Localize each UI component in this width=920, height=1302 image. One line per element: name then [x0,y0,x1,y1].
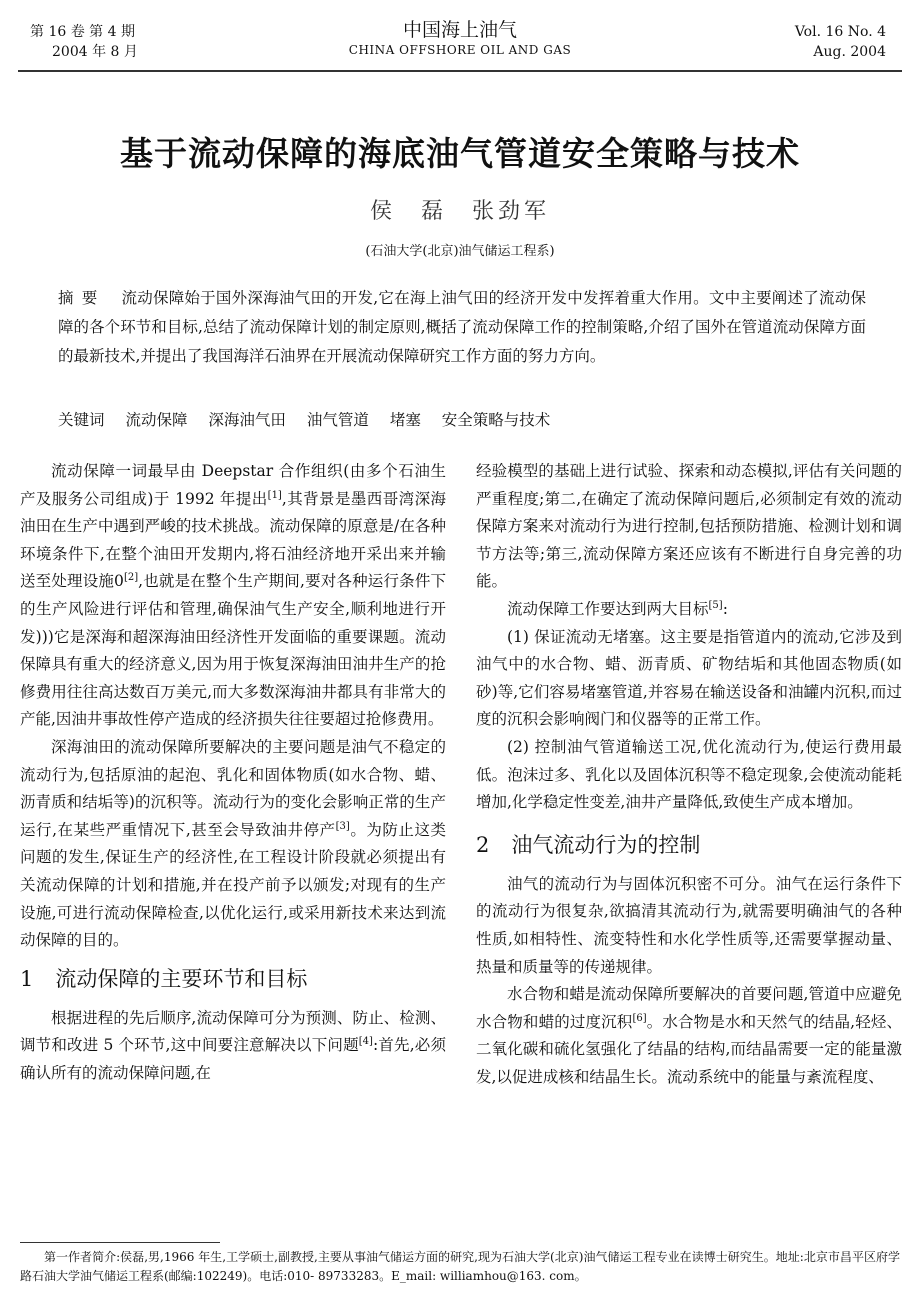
keyword: 安全策略与技术 [441,411,551,429]
issue-date-en: Aug. 2004 [813,44,886,60]
citation: [1] [267,489,282,501]
keyword: 油气管道 [306,411,369,429]
section-title: 流动保障的主要环节和目标 [55,966,308,991]
citation: [4] [358,1036,373,1048]
issue-info-en [795,22,886,62]
section-title: 油气流动行为的控制 [511,832,701,857]
journal-name [0,18,920,58]
paragraph: 流动保障工作要达到两大目标[5]: [507,599,728,618]
citation: [2] [123,572,139,584]
issue-date: 2004 年 8 月 [52,44,138,60]
journal-name-cn: 中国海上油气 [402,19,517,41]
right-column [476,458,902,1091]
keyword: 深海油气田 [208,411,286,429]
citation: [3] [335,820,350,832]
section-number: 2 [476,832,490,857]
keyword: 流动保障 [125,411,188,429]
footnote-rule [20,1242,220,1243]
left-column [20,458,446,1087]
keywords [58,406,866,435]
paragraph: (2) 控制油气管道输送工况,优化流动行为,使运行费用最低。泡沫过多、乳化以及固体沉积等不稳定现象,会使流动能耗增加,化学稳定性变差,油井产量降低,致使生产成本增加。 [476,737,902,812]
paragraph: 油气的流动行为与固体沉积密不可分。油气在运行条件下的流动行为很复杂,欲搞清其流动行为,就需要明确油气的各种性质,如相特性、流变特性和水化学性质等,还需要掌握动量、热量和质量等的传递规律。 [476,874,902,976]
abstract-text: 流动保障始于国外深海油气田的开发,它在海上油气田的经济开发中发挥着重大作用。文中主要阐述了流动保障的各个环节和目标,总结了流动保障计划的制定原则,概括了流动保障工作的控制策略,介绍了国外在管道流动保障方面的最新技术,并提出了我国海洋石油界在开展流动保障研究工作方面的努力方向。 [58,289,866,365]
paper-title: 基于流动保障的海底油气管道安全策略与技术 [120,134,800,173]
abstract-label: 摘要 [58,289,106,307]
paragraph: 流动保障一词最早由 Deepstar 合作组织(由多个石油生产及服务公司组成)于 1992 年提出[1],其背景是墨西哥湾深海油田在生产中遇到严峻的技术挑战。流动保障的原意是/在各种环境条件下,在整个油田开发期内,将石油经济地开采出来并输送至处理设施0[2],也就是在整个生产期间,要对各种运行条件下的生产风险进行评估和管理,确保油气生产安全,顺利地进行开发)))它是深海和超深海油田经济性开发面临的重要课题。流动保障具有重大的经济意义,因为用于恢复深海油田油井生产的抢修费用往往高达数百万美元,而大多数深海油井都具有非常大的产能,因油井事故性停产造成的经济损失往往要超过抢修费用。 [20,462,446,729]
citation: [6] [632,1012,647,1024]
paragraph: (1) 保证流动无堵塞。这主要是指管道内的流动,它涉及到油气中的水合物、蜡、沥青质、矿物结垢和其他固态物质(如砂)等,它们容易堵塞管道,并容易在输送设备和油罐内沉积,而过度的沉积会影响阀门和仪器等的正常工作。 [476,627,902,729]
authors: 侯 磊 张劲军 [370,199,550,224]
section-heading-2 [476,827,902,863]
volume-issue: 第 16 卷 第 4 期 [30,24,135,40]
journal-name-en: CHINA OFFSHORE OIL AND GAS [348,43,572,57]
paragraph: 经验模型的基础上进行试验、探索和动态模拟,评估有关问题的严重程度;第二,在确定了流动保障问题后,必须制定有效的流动保障方案来对流动行为进行控制,包括预防措施、检测计划和调节方法等;第三,流动保障方案还应该有不断进行自身完善的功能。 [476,462,903,591]
keywords-label: 关键词 [58,411,105,429]
affiliation: (石油大学(北京)油气储运工程系) [365,244,555,259]
author-footnote: 第一作者简介:侯磊,男,1966 年生,工学硕士,副教授,主要从事油气储运方面的研究,现为石油大学(北京)油气储运工程专业在读博士研究生。地址:北京市昌平区府学路石油大学油气储运工程系(邮编:102249)。电话:010- 89733283。E_mail: williamhou@163. com。 [20,1250,900,1283]
paragraph: 根据进程的先后顺序,流动保障可分为预测、防止、检测、调节和改进 5 个环节,这中间要注意解决以下问题[4]:首先,必须确认所有的流动保障问题,在 [20,1008,446,1082]
section-heading-1 [20,961,446,997]
header-rule [18,70,902,72]
section-number: 1 [20,966,34,991]
keyword: 堵塞 [389,411,421,429]
paragraph: 深海油田的流动保障所要解决的主要问题是油气不稳定的流动行为,包括原油的起泡、乳化和固体物质(如水合物、蜡、沥青质和结垢等)的沉积等。流动行为的变化会影响正常的生产运行,在某些严重情况下,甚至会导致油井停产[3]。为防止这类问题的发生,保证生产的经济性,在工程设计阶段就必须提出有关流动保障的计划和措施,并在投产前予以颁发;对现有的生产设施,可进行流动保障检查,以优化运行,或采用新技术来达到流动保障的目的。 [20,737,446,950]
abstract [58,284,866,371]
paragraph: 水合物和蜡是流动保障所要解决的首要问题,管道中应避免水合物和蜡的过度沉积[6]。水合物是水和天然气的结晶,轻烃、二氧化碳和硫化氢强化了结晶的结构,而结晶需要一定的能量激发,以促进成核和结晶生长。流动系统中的能量与紊流程度、 [476,985,902,1086]
citation: [5] [708,599,723,611]
volume-issue-en: Vol. 16 No. 4 [794,24,886,40]
